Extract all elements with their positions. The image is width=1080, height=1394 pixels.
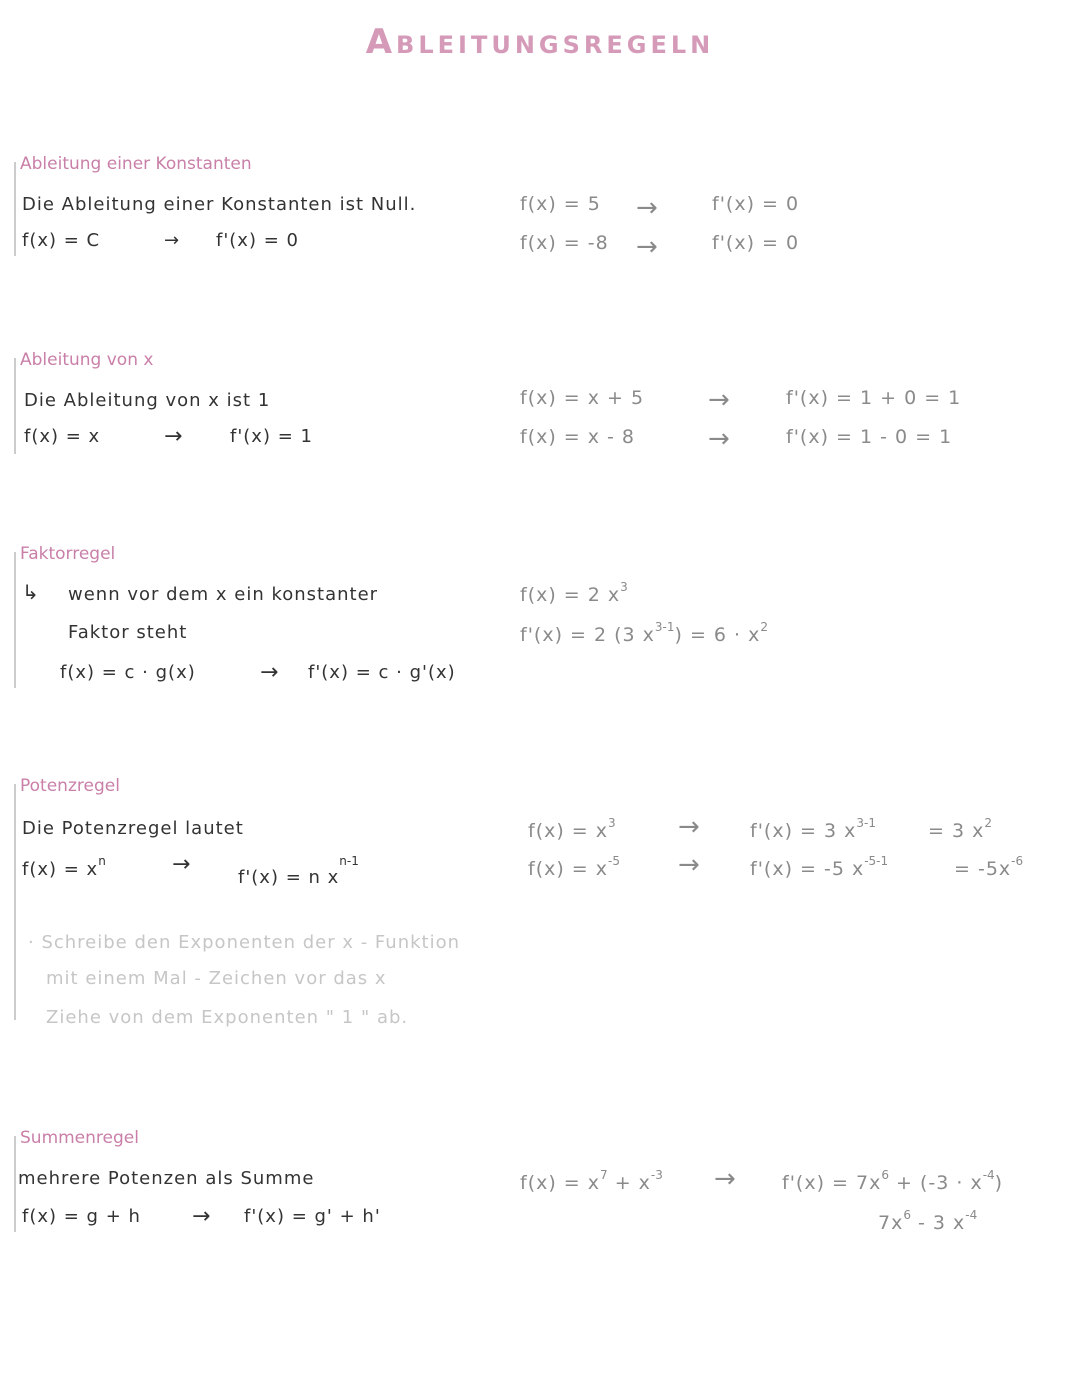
rule-formula-left: f(x) = C bbox=[22, 230, 101, 251]
example-result bbox=[954, 854, 1023, 880]
example-base: f(x) = x bbox=[528, 820, 609, 842]
rule-formula-right: f'(x) = 1 bbox=[230, 426, 313, 447]
section-divider bbox=[14, 162, 16, 256]
section-von-x bbox=[14, 346, 1070, 456]
example-right bbox=[782, 1168, 1003, 1194]
arrow-icon: → bbox=[260, 660, 280, 685]
example-base: = -5x bbox=[954, 858, 1012, 880]
exponent: -5-1 bbox=[864, 854, 889, 868]
rule-formula-right: f'(x) = c · g'(x) bbox=[308, 662, 456, 683]
example-part: + x bbox=[607, 1172, 651, 1194]
rule-formula-left bbox=[22, 854, 106, 880]
example-base: f'(x) = 3 x bbox=[750, 820, 857, 842]
example-part: 7x bbox=[878, 1212, 904, 1234]
example-part: - 3 x bbox=[910, 1212, 966, 1234]
rule-text: Die Potenzregel lautet bbox=[22, 818, 244, 839]
arrow-icon: → bbox=[714, 1164, 737, 1194]
rule-text: mehrere Potenzen als Summe bbox=[18, 1168, 315, 1189]
page-title: Ableitungsregeln bbox=[365, 22, 715, 62]
example-base: f(x) = 2 x bbox=[520, 584, 621, 606]
example-part: + (-3 · x bbox=[888, 1172, 983, 1194]
rule-formula-right bbox=[238, 854, 359, 888]
example-part: ) = 6 · x bbox=[674, 624, 761, 646]
section-heading: Potenzregel bbox=[20, 776, 120, 796]
exponent: -5 bbox=[608, 854, 620, 868]
arrow-icon: → bbox=[192, 1204, 212, 1229]
exponent: 3-1 bbox=[856, 816, 876, 830]
example-right: f'(x) = 0 bbox=[712, 193, 800, 215]
arrow-icon: → bbox=[678, 812, 701, 842]
rule-formula-right: f'(x) = g' + h' bbox=[244, 1206, 381, 1227]
section-heading: Faktorregel bbox=[20, 544, 116, 564]
formula-base: f'(x) = n x bbox=[238, 867, 340, 888]
exponent: -3 bbox=[650, 1168, 663, 1182]
section-potenzregel bbox=[14, 772, 1070, 1028]
example-line bbox=[520, 620, 768, 646]
rule-text: Die Ableitung von x ist 1 bbox=[24, 390, 271, 411]
example-right: f'(x) = 1 - 0 = 1 bbox=[786, 426, 953, 448]
arrow-icon: → bbox=[708, 424, 731, 454]
section-divider bbox=[14, 1136, 16, 1232]
return-arrow-icon: ↳ bbox=[22, 580, 40, 604]
section-heading: Ableitung einer Konstanten bbox=[20, 154, 252, 174]
exponent: -4 bbox=[982, 1168, 995, 1182]
example-base: = 3 x bbox=[928, 820, 985, 842]
exponent: 3-1 bbox=[654, 620, 675, 634]
exponent: -6 bbox=[1011, 854, 1024, 868]
example-part: f'(x) = 2 (3 x bbox=[520, 624, 655, 646]
example-part: ) bbox=[994, 1172, 1004, 1194]
tip-text: Ziehe von dem Exponenten " 1 " ab. bbox=[46, 1007, 409, 1028]
example-line bbox=[520, 580, 628, 606]
example-left: f(x) = x - 8 bbox=[520, 426, 636, 448]
rule-formula-left: f(x) = c · g(x) bbox=[60, 662, 196, 683]
section-divider bbox=[14, 358, 16, 454]
example-base: f'(x) = -5 x bbox=[750, 858, 865, 880]
arrow-icon: → bbox=[636, 232, 659, 262]
rule-text: Faktor steht bbox=[68, 622, 188, 643]
exponent: -4 bbox=[965, 1208, 978, 1222]
example-left bbox=[528, 816, 616, 842]
example-left: f(x) = 5 bbox=[520, 193, 601, 215]
example-base: f(x) = x bbox=[528, 858, 609, 880]
rule-text: Die Ableitung einer Konstanten ist Null. bbox=[22, 194, 417, 215]
exponent: 3 bbox=[608, 816, 616, 830]
example-result bbox=[878, 1208, 977, 1234]
arrow-icon: → bbox=[678, 850, 701, 880]
example-part: f(x) = x bbox=[520, 1172, 601, 1194]
rule-text: wenn vor dem x ein konstanter bbox=[68, 584, 379, 605]
example-right: f'(x) = 1 + 0 = 1 bbox=[786, 387, 962, 409]
rule-formula-right: f'(x) = 0 bbox=[216, 230, 299, 251]
arrow-icon: → bbox=[636, 193, 659, 223]
exponent: 7 bbox=[600, 1168, 608, 1182]
exponent: 6 bbox=[903, 1208, 911, 1222]
formula-base: f(x) = x bbox=[22, 859, 99, 880]
example-left: f(x) = -8 bbox=[520, 232, 609, 254]
rule-formula-left: f(x) = x bbox=[24, 426, 101, 447]
section-divider bbox=[14, 784, 16, 1020]
example-right bbox=[750, 816, 876, 842]
arrow-icon: → bbox=[708, 385, 731, 415]
arrow-icon: → bbox=[164, 424, 184, 449]
section-konstante bbox=[14, 150, 1070, 260]
section-heading: Ableitung von x bbox=[20, 350, 154, 370]
example-right: f'(x) = 0 bbox=[712, 232, 800, 254]
example-left bbox=[528, 854, 620, 880]
example-right bbox=[750, 854, 888, 880]
rule-formula-left: f(x) = g + h bbox=[22, 1206, 141, 1227]
example-part: f'(x) = 7x bbox=[782, 1172, 882, 1194]
exponent: n-1 bbox=[339, 854, 359, 868]
exponent: 6 bbox=[881, 1168, 889, 1182]
exponent: 2 bbox=[760, 620, 769, 634]
section-summenregel bbox=[14, 1124, 1070, 1234]
example-result bbox=[928, 816, 992, 842]
example-left bbox=[520, 1168, 663, 1194]
tip-text: · Schreibe den Exponenten der x - Funktion bbox=[28, 932, 461, 953]
arrow-icon: → bbox=[164, 230, 181, 251]
example-left: f(x) = x + 5 bbox=[520, 387, 645, 409]
section-divider bbox=[14, 552, 16, 688]
exponent: n bbox=[98, 854, 106, 868]
exponent: 3 bbox=[620, 580, 628, 594]
tip-text: mit einem Mal - Zeichen vor das x bbox=[46, 968, 387, 989]
section-heading: Summenregel bbox=[20, 1128, 139, 1148]
section-faktorregel bbox=[14, 540, 1070, 690]
arrow-icon: → bbox=[172, 852, 192, 877]
exponent: 2 bbox=[984, 816, 992, 830]
